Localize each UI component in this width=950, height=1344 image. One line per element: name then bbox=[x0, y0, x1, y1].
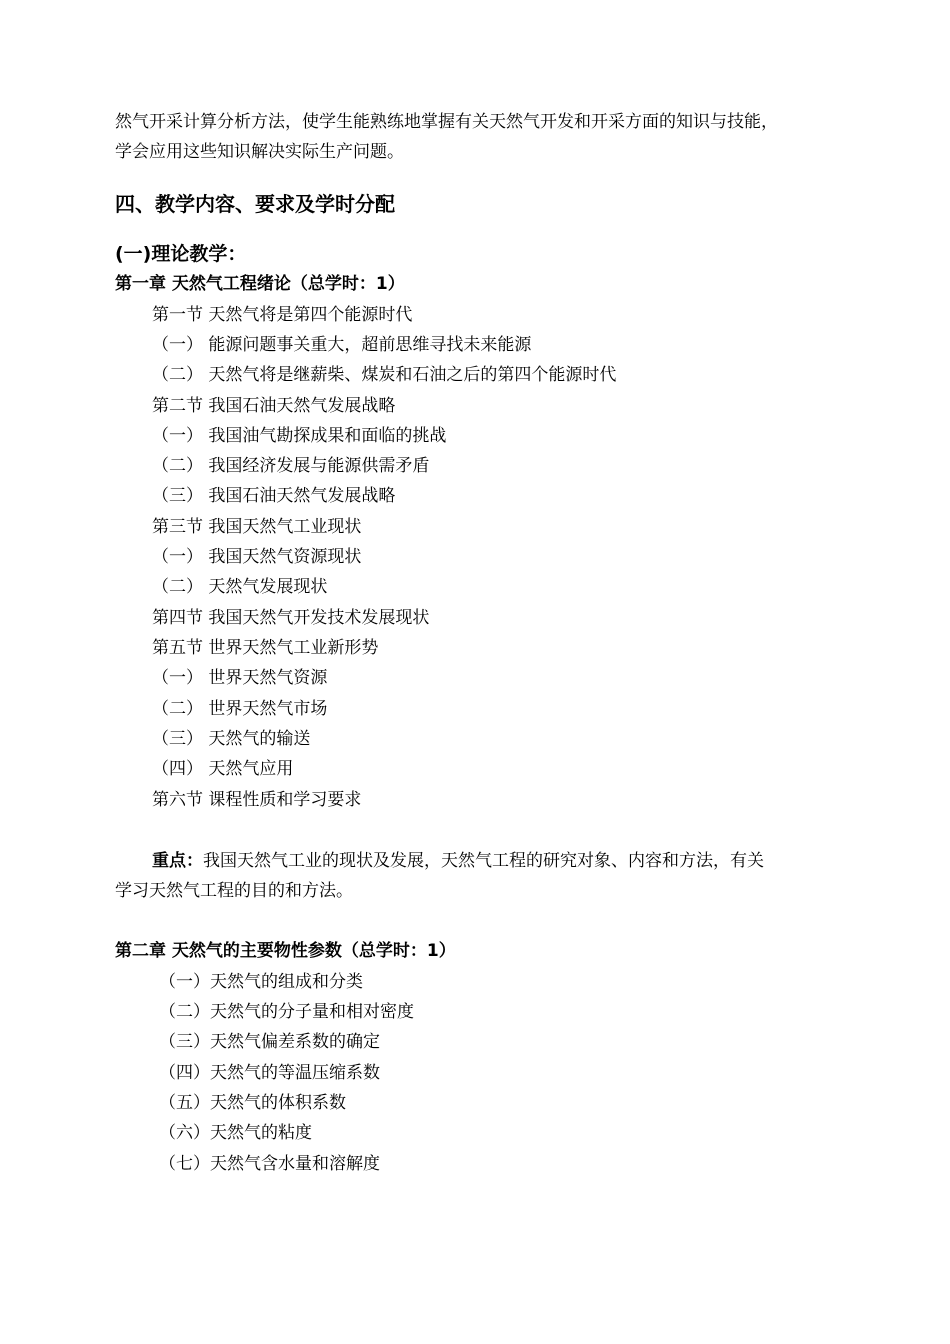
chapter-1-title: 第一章 天然气工程绪论（总学时：1） bbox=[115, 274, 405, 294]
section-subtitle: (一)理论教学： bbox=[115, 243, 247, 265]
chapter-2-item: （五）天然气的体积系数 bbox=[159, 1093, 346, 1113]
chapter-1-item: 第五节 世界天然气工业新形势 bbox=[152, 638, 379, 658]
chapter-1-item: 第六节 课程性质和学习要求 bbox=[152, 790, 362, 810]
chapter-1-item: （二） 天然气发展现状 bbox=[152, 577, 328, 597]
chapter-1-item: 第一节 天然气将是第四个能源时代 bbox=[152, 305, 413, 325]
chapter-1-item: （一） 我国油气勘探成果和面临的挑战 bbox=[152, 426, 447, 446]
chapter-2-title: 第二章 天然气的主要物性参数（总学时：1） bbox=[115, 941, 456, 961]
chapter-2-item: （一）天然气的组成和分类 bbox=[159, 972, 363, 992]
chapter-2-item: （七）天然气含水量和溶解度 bbox=[159, 1154, 380, 1174]
section-title: 四、教学内容、要求及学时分配 bbox=[115, 192, 395, 216]
chapter-1-item: 第三节 我国天然气工业现状 bbox=[152, 517, 362, 537]
chapter-1-item: （二） 世界天然气市场 bbox=[152, 699, 328, 719]
chapter-2-item: （二）天然气的分子量和相对密度 bbox=[159, 1002, 414, 1022]
chapter-2-item: （三）天然气偏差系数的确定 bbox=[159, 1032, 380, 1052]
chapter-1-item: （二） 天然气将是继薪柴、煤炭和石油之后的第四个能源时代 bbox=[152, 365, 617, 385]
key-points-text: 我国天然气工业的现状及发展，天然气工程的研究对象、内容和方法，有关 bbox=[203, 851, 764, 871]
chapter-2-item: （六）天然气的粘度 bbox=[159, 1123, 312, 1143]
key-points-label: 重点： bbox=[152, 851, 203, 871]
intro-line-2: 学会应用这些知识解决实际生产问题。 bbox=[115, 142, 404, 162]
chapter-1-item: （三） 天然气的输送 bbox=[152, 729, 311, 749]
chapter-1-key-points bbox=[152, 850, 764, 872]
chapter-1-item: （一） 我国天然气资源现状 bbox=[152, 547, 362, 567]
chapter-1-item: 第二节 我国石油天然气发展战略 bbox=[152, 396, 396, 416]
chapter-1-item: 第四节 我国天然气开发技术发展现状 bbox=[152, 608, 430, 628]
chapter-1-key-points-cont: 学习天然气工程的目的和方法。 bbox=[115, 881, 353, 901]
chapter-1-item: （三） 我国石油天然气发展战略 bbox=[152, 486, 396, 506]
chapter-1-item: （一） 世界天然气资源 bbox=[152, 668, 328, 688]
chapter-1-item: （二） 我国经济发展与能源供需矛盾 bbox=[152, 456, 430, 476]
intro-line-1: 然气开采计算分析方法，使学生能熟练地掌握有关天然气开发和开采方面的知识与技能， bbox=[115, 112, 778, 132]
chapter-1-item: （一） 能源问题事关重大，超前思维寻找未来能源 bbox=[152, 335, 532, 355]
chapter-2-item: （四）天然气的等温压缩系数 bbox=[159, 1063, 380, 1083]
chapter-1-item: （四） 天然气应用 bbox=[152, 759, 294, 779]
